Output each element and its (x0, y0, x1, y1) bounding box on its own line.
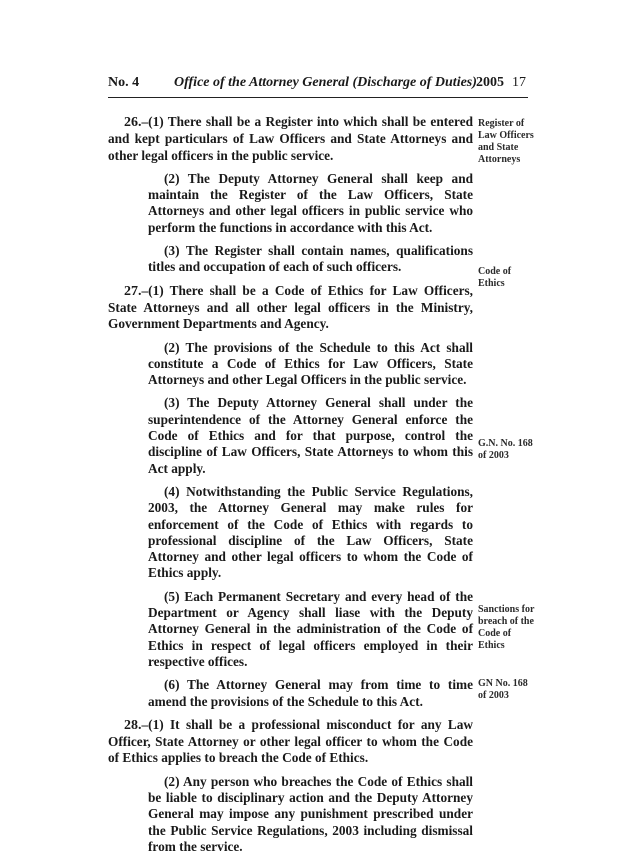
margin-note-register: Register of Law Officers and State Attorneys (478, 118, 534, 165)
section-opening: –(1) There shall be a Register into which shall be entered and kept particulars of Law Officers and State Attorneys and other legal officers in the public service. (108, 114, 473, 163)
section-number: 28. (124, 717, 142, 733)
margin-note-sanctions: Sanctions for breach of the Code of Ethics (478, 604, 535, 651)
header-year: 2005 (476, 75, 504, 90)
section-number: 26. (124, 115, 142, 130)
subsection: (5) Each Permanent Secretary and every head of the Department or Agency shall liase with the Deputy Attorney General in the administration of the Code of Ethics in respect of legal officers employed in their respective offices. (148, 588, 473, 669)
subsection: (6) The Attorney General may from time to time amend the provisions of the Schedule to this Act. (148, 677, 473, 709)
section-27 (108, 283, 473, 333)
subsection: (4) Notwithstanding the Public Service Regulations, 2003, the Attorney General may make rules for enforcement of the Code of Ethics with regards to professional discipline of the Law Officers, State Attorney and other legal officers to whom the Code of Ethics apply. (148, 483, 473, 581)
header-rule (108, 97, 528, 98)
section-opening: –(1) There shall be a Code of Ethics for Law Officers, State Attorneys and all other legal officers in the Ministry, Government Departments and Agency. (108, 282, 473, 332)
section-number: 27. (124, 283, 142, 299)
section-26 (108, 114, 473, 164)
gazette-number: No. 4 (108, 75, 140, 90)
margin-note-code-of-ethics: Code of Ethics (478, 266, 512, 289)
main-text (108, 114, 473, 862)
subsection: (3) The Register shall contain names, qualifications titles and occupation of each of such officers. (148, 243, 473, 275)
page-header (108, 75, 528, 95)
subsection: (2) The provisions of the Schedule to this Act shall constitute a Code of Ethics for Law Officers, State Attorneys and other Legal Officers in the public service. (148, 339, 473, 388)
page-number: 17 (512, 75, 526, 90)
header-title: Office of the Attorney General (Discharge of Duties) (174, 75, 477, 90)
margin-note-gn-168: G.N. No. 168 of 2003 (478, 438, 533, 461)
subsection: (3) The Deputy Attorney General shall under the superintendence of the Attorney General enforce the Code of Ethics and for that purpose, control the discipline of Law Officers, State Attorneys to whom this Act apply. (148, 395, 473, 476)
subsection: (2) The Deputy Attorney General shall keep and maintain the Register of the Law Officers, State Attorneys and other legal officers in public service who perform the functions in accordance with this Act. (148, 170, 473, 235)
subsection: (2) Any person who breaches the Code of Ethics shall be liable to disciplinary action and the Deputy Attorney General may impose any punishment prescribed under the Public Service Regulations, 2003 including dismissal from the service. (148, 773, 473, 854)
section-opening: –(1) It shall be a professional misconduct for any Law Officer, State Attorney or other legal officer to whom the Code of Ethics applies to breach the Code of Ethics. (108, 716, 473, 766)
margin-note-gn-168-b: GN No. 168 of 2003 (478, 678, 528, 701)
section-28 (108, 717, 473, 767)
